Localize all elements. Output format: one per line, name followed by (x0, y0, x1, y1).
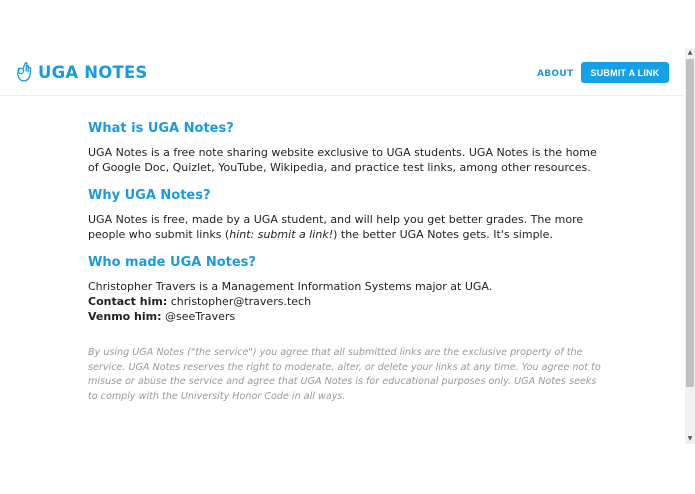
section-body: UGA Notes is a free note sharing website exclusive to UGA students. UGA Notes is the home of Google Doc, Quizlet, YouTube, Wikipedia, and practice test links, among other resources. (88, 146, 597, 174)
main-content (88, 121, 608, 405)
ok-hand-icon (15, 61, 35, 83)
section-body (88, 212, 608, 242)
contact-label: Contact him: (88, 295, 168, 308)
section-body (88, 279, 608, 324)
section-title: Who made UGA Notes? (88, 255, 256, 270)
vertical-scrollbar[interactable] (685, 48, 695, 444)
section-why (88, 188, 608, 242)
scroll-down-arrow-icon[interactable]: ▼ (687, 435, 693, 442)
body-text: ) the better UGA Notes gets. It's simple. (333, 228, 553, 241)
contact-email: christopher@travers.tech (170, 295, 312, 308)
section-what (88, 121, 608, 175)
about-link[interactable]: ABOUT (537, 69, 574, 79)
brand-name: UGA NOTES (38, 62, 148, 82)
hint-text: hint: submit a link! (229, 228, 334, 241)
body-text: UGA Notes is free, made by a UGA student, and will help you get better grades. The more people who submit links ( (88, 213, 584, 241)
top-navbar (0, 48, 685, 96)
legal-disclaimer: By using UGA Notes ("the service") you agree that all submitted links are the exclusive property of the service. UGA Notes reserves the right to moderate, alter, or delete your links at any time. You agree not to misuse or abuse the service and agree that UGA Notes is for educational purposes only. UGA Notes seeks to comply with the University Honor Code in all ways. (88, 347, 601, 403)
section-who (88, 255, 608, 324)
submit-link-button[interactable]: SUBMIT A LINK (581, 62, 669, 83)
section-title: Why UGA Notes? (88, 188, 211, 203)
venmo-handle: @seeTravers (165, 310, 236, 323)
author-bio: Christopher Travers is a Management Information Systems major at UGA. (88, 280, 493, 293)
home-logo-link[interactable] (15, 61, 148, 83)
section-title: What is UGA Notes? (88, 121, 234, 136)
scroll-thumb[interactable] (686, 59, 694, 387)
scroll-up-arrow-icon[interactable]: ▲ (687, 49, 693, 56)
venmo-label: Venmo him: (88, 310, 162, 323)
